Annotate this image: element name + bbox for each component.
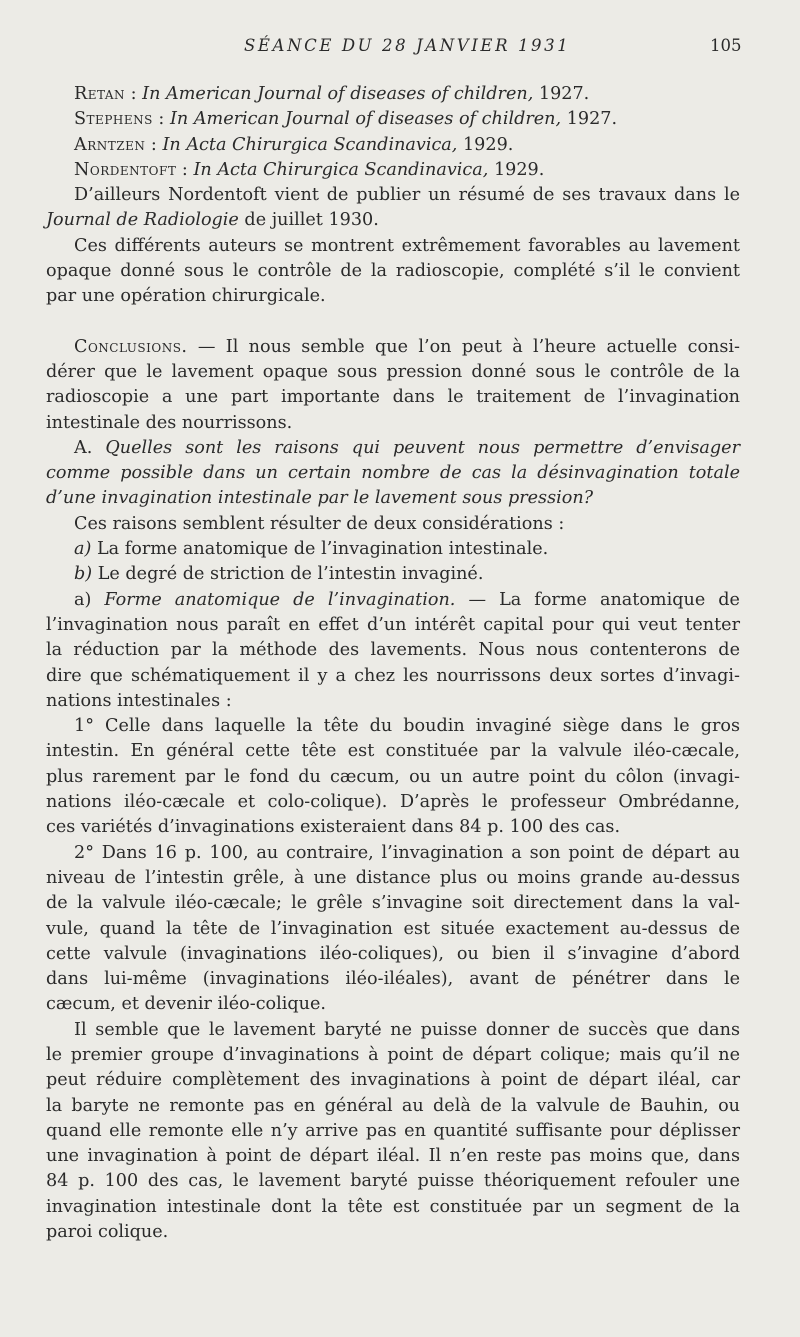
text-line: plus rarement par le fond du cæcum, ou un autre point du côlon (invagi- [46,766,740,787]
text-line: dérer que le lavement opaque sous pression donné sous le contrôle de la [46,361,740,382]
text-line: Ces différents auteurs se montrent extrêmement favorables au lavement [74,235,740,256]
text-line [46,208,740,233]
text-line: D’ailleurs Nordentoft vient de publier un résumé de ses travaux dans le [74,185,740,206]
list-item [46,562,740,587]
text-line: dire que schématiquement il y a chez les nourrissons deux sortes d’invagi- [46,665,740,686]
text-run: — Il nous semble que l’on peut à l’heure actuelle consi- [187,336,740,357]
document-body [46,82,740,1245]
ref-author: Retan [74,84,126,104]
text-line: cette valvule (invaginations iléo-coliques), ou bien il s’invagine d’abord [46,943,740,964]
reference-line [46,158,740,183]
ref-separator: : [176,159,194,180]
text-line: niveau de l’intestin grêle, à une distance plus ou moins grande au-dessus [46,867,740,888]
ref-separator: : [145,134,163,155]
text-line: dans lui-même (invaginations iléo-iléales), avant de pénétrer dans le [46,969,740,990]
text-line: invagination intestinale dont la tête est constituée par un segment de la [46,1196,740,1217]
text-line: la baryte ne remonte pas en général au delà de la valvule de Bauhin, ou [46,1095,740,1116]
subsection-title: Forme anatomique de l’invagination. [104,589,456,610]
text-line [46,436,740,461]
text-line: le premier groupe d’invaginations à point de départ colique; mais qu’il ne [46,1044,740,1065]
text-line: l’invagination nous paraît en effet d’un intérêt capital pour qui veut tenter [46,614,740,635]
text-run: Le degré de striction de l’intestin invaginé. [92,564,484,585]
question-text: comme possible dans un certain nombre de cas la désinvagination totale [46,463,740,484]
ref-year: 1927. [561,109,618,130]
text-line: vule, quand la tête de l’invagination est située exactement au-dessus de [46,918,740,939]
reference-line [46,107,740,132]
text-line: Ces raisons semblent résulter de deux considérations : [74,513,565,534]
text-line: intestinale des nourrissons. [46,412,293,433]
text-line: 2° Dans 16 p. 100, au contraire, l’invagination a son point de départ au [74,842,740,863]
ref-author: Nordentoft [74,159,177,180]
text-line: radioscopie a une part importante dans le traitement de l’invagination [46,387,740,408]
text-line: paroi colique. [46,1222,169,1243]
ref-journal: In American Journal of diseases of children, [142,84,534,104]
reference-line [46,133,740,158]
text-line: cæcum, et devenir iléo-colique. [46,994,327,1015]
reference-line [46,82,740,107]
ref-year: 1929. [457,134,514,155]
page-number: 105 [710,36,742,55]
text-line: Il semble que le lavement baryté ne puisse donner de succès que dans [74,1019,740,1040]
ref-journal: In American Journal of diseases of children, [169,109,562,130]
list-item [46,537,740,562]
text-run: — La forme anatomique de [455,589,740,610]
text-run: de juillet 1930. [238,210,379,231]
text-run: La forme anatomique de l’invagination intestinale. [91,539,549,560]
journal-name: Journal de Radiologie [46,210,239,231]
text-line [46,335,740,360]
text-line: une invagination à point de départ iléal. Il n’en reste pas moins que, dans [46,1146,740,1167]
text-line: par une opération chirurgicale. [46,286,326,307]
text-line: ces variétés d’invaginations existeraient dans 84 p. 100 des cas. [46,817,621,838]
text-line: peut réduire complètement des invaginations à point de départ iléal, car [46,1070,740,1091]
text-line: la réduction par la méthode des lavements. Nous nous contenterons de [46,640,740,661]
text-line: de la valvule iléo-cæcale; le grêle s’invagine soit directement dans la val- [46,893,740,914]
text-line: 1° Celle dans laquelle la tête du boudin invaginé siège dans le gros [74,716,740,737]
list-marker: b) [74,564,93,585]
question-text: d’une invagination intestinale par le lavement sous pression? [46,488,594,509]
text-line [46,461,740,486]
ref-journal: In Acta Chirurgica Scandinavica, [162,134,458,155]
question-text: Quelles sont les raisons qui peuvent nous permettre d’envisager [105,437,741,458]
text-line: opaque donné sous le contrôle de la radioscopie, complété s’il le convient [46,261,740,282]
ref-separator: : [125,84,143,104]
text-line: nations iléo-cæcale et colo-colique). D’après le professeur Ombrédanne, [46,792,740,813]
paragraph-gap [46,310,740,335]
text-line: 84 p. 100 des cas, le lavement baryté puisse théoriquement refouler une [46,1171,740,1192]
ref-author: Arntzen [74,134,146,155]
question-letter: A. [74,437,93,458]
ref-year: 1927. [533,84,590,104]
list-marker: a) [74,539,92,560]
running-header [0,36,800,62]
text-line [46,588,740,613]
text-line [46,486,740,511]
list-marker: a) [74,589,105,610]
text-line: intestin. En général cette tête est constituée par la valvule iléo-cæcale, [46,741,740,762]
running-title: SÉANCE DU 28 JANVIER 1931 [244,36,571,55]
text-line: nations intestinales : [46,690,232,711]
text-line: quand elle remonte elle n’y arrive pas en quantité suffisante pour déplisser [46,1120,740,1141]
ref-author: Stephens [74,109,153,130]
ref-separator: : [152,109,170,130]
ref-year: 1929. [488,159,545,180]
ref-journal: In Acta Chirurgica Scandinavica, [193,159,489,180]
section-label: Conclusions. [74,336,188,357]
